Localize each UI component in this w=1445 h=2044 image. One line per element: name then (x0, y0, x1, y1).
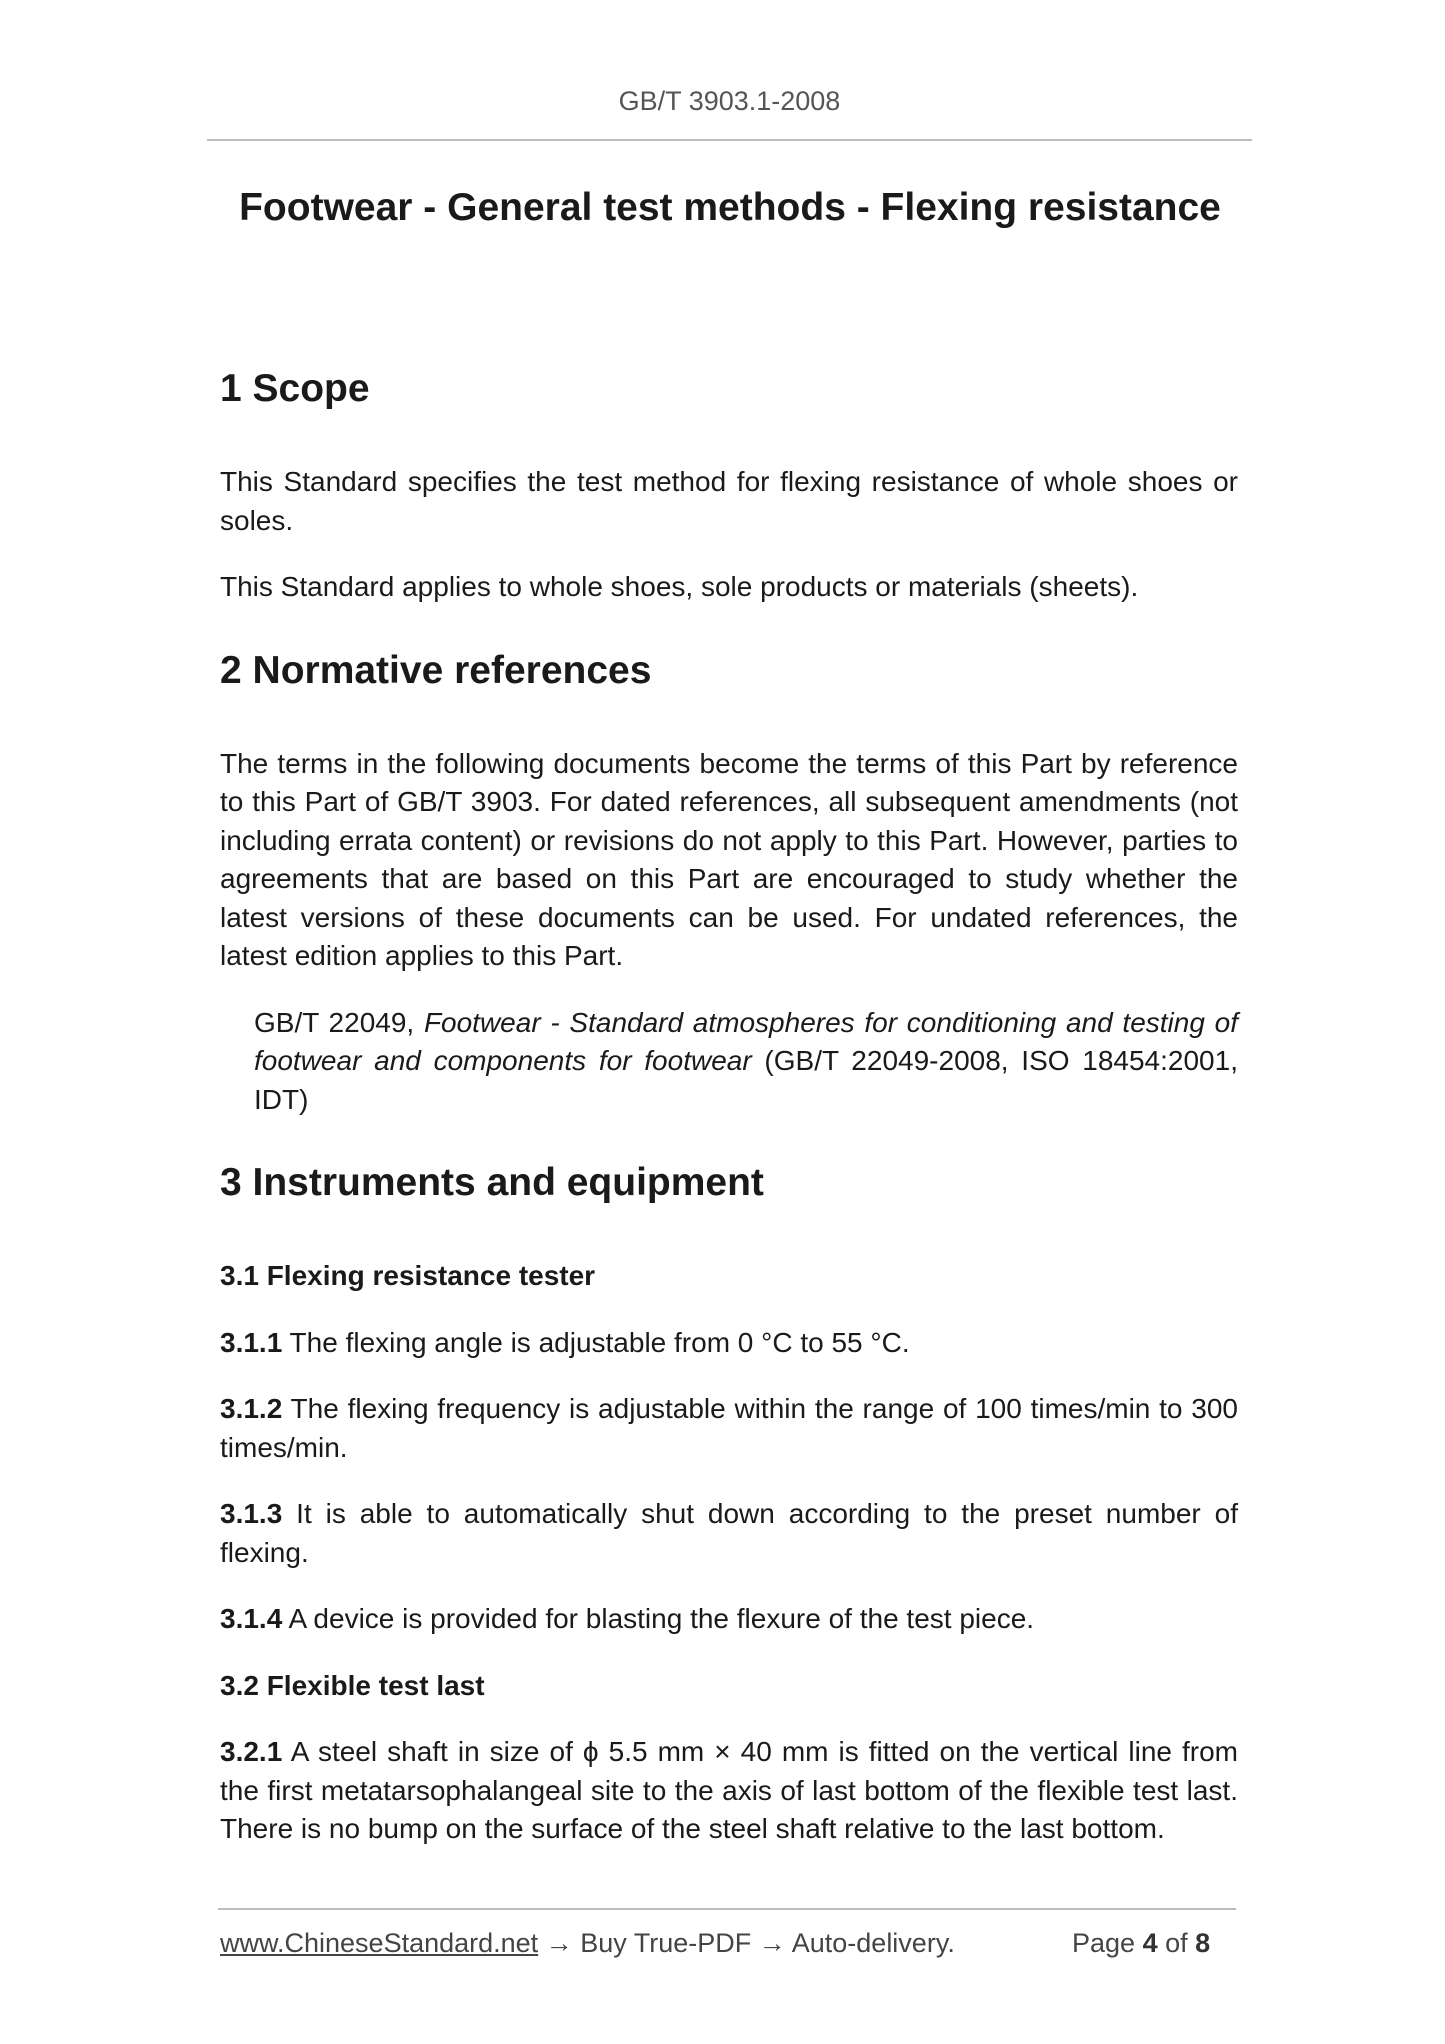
reference-title: Footwear - Standard atmospheres for conditioning and testing of footwear and components for footwear (254, 1006, 1239, 1076)
clause-text: A steel shaft in size of ϕ 5.5 mm × 40 mm is fitted on the vertical line from the first metatarsophalangeal site to the axis of last bottom of the flexible test last. There is no bump on the surface of the steel shaft relative to the last bottom. (220, 1736, 1238, 1844)
clause-3-1-2 (220, 1390, 1238, 1467)
section-heading-normative-references: 2 Normative references (220, 648, 652, 692)
document-body (220, 365, 1238, 1877)
clause-3-1-4 (220, 1600, 1238, 1639)
clause-3-1-1 (220, 1324, 1238, 1363)
scope-paragraph-2: This Standard applies to whole shoes, sole products or materials (sheets). (220, 571, 1139, 602)
subsection-heading-3-1: 3.1 Flexing resistance tester (220, 1260, 596, 1291)
clause-text: A device is provided for blasting the flexure of the test piece. (282, 1603, 1035, 1634)
clause-number: 3.1.2 (220, 1393, 283, 1424)
clause-text: It is able to automatically shut down according to the preset number of flexing. (220, 1498, 1238, 1568)
header-divider (207, 139, 1252, 141)
website-link[interactable]: www.ChineseStandard.net (220, 1928, 539, 1958)
clause-text: The flexing angle is adjustable from 0 °C to 55 °C. (282, 1326, 910, 1358)
page-current: 4 (1142, 1928, 1158, 1958)
page-of-label: of (1157, 1928, 1196, 1958)
page-header-doc-code: GB/T 3903.1-2008 (618, 86, 841, 116)
section-heading-instruments: 3 Instruments and equipment (220, 1161, 764, 1204)
document-title: Footwear - General test methods - Flexing resistance (239, 186, 1221, 229)
clause-number: 3.2.1 (220, 1736, 283, 1767)
page-number (1072, 1928, 1210, 1959)
clause-number: 3.1.1 (220, 1326, 283, 1358)
reference-equivalence: (GB/T 22049-2008, ISO 18454:2001, IDT) (254, 1045, 1238, 1115)
clause-number: 3.1.4 (220, 1603, 283, 1634)
promo-text: → Buy True-PDF → Auto-delivery. (538, 1928, 955, 1958)
page-total: 8 (1195, 1928, 1211, 1958)
reference-code: GB/T 22049, (254, 1006, 424, 1038)
reference-entry (254, 1004, 1238, 1120)
footer-divider (218, 1908, 1236, 1910)
page-label: Page (1072, 1928, 1143, 1958)
clause-3-2-1 (220, 1733, 1238, 1849)
normative-references-paragraph: The terms in the following documents become the terms of this Part by reference to this Part of GB/T 3903. For dated references, all subsequent amendments (not including errata content) or revisions do not apply to this Part. However, parties to agreements that are based on this Part are encouraged to study whether the latest versions of these documents can be used. For undated references, the latest edition applies to this Part. (220, 747, 1238, 971)
subsection-heading-3-2: 3.2 Flexible test last (220, 1669, 485, 1701)
clause-3-1-3 (220, 1495, 1238, 1572)
clause-text: The flexing frequency is adjustable within the range of 100 times/min to 300 times/min. (220, 1393, 1238, 1463)
footer-promo (220, 1928, 955, 1959)
scope-paragraph-1: This Standard specifies the test method for flexing resistance of whole shoes or soles. (220, 466, 1238, 536)
clause-number: 3.1.3 (220, 1498, 283, 1529)
section-heading-scope: 1 Scope (220, 367, 370, 410)
